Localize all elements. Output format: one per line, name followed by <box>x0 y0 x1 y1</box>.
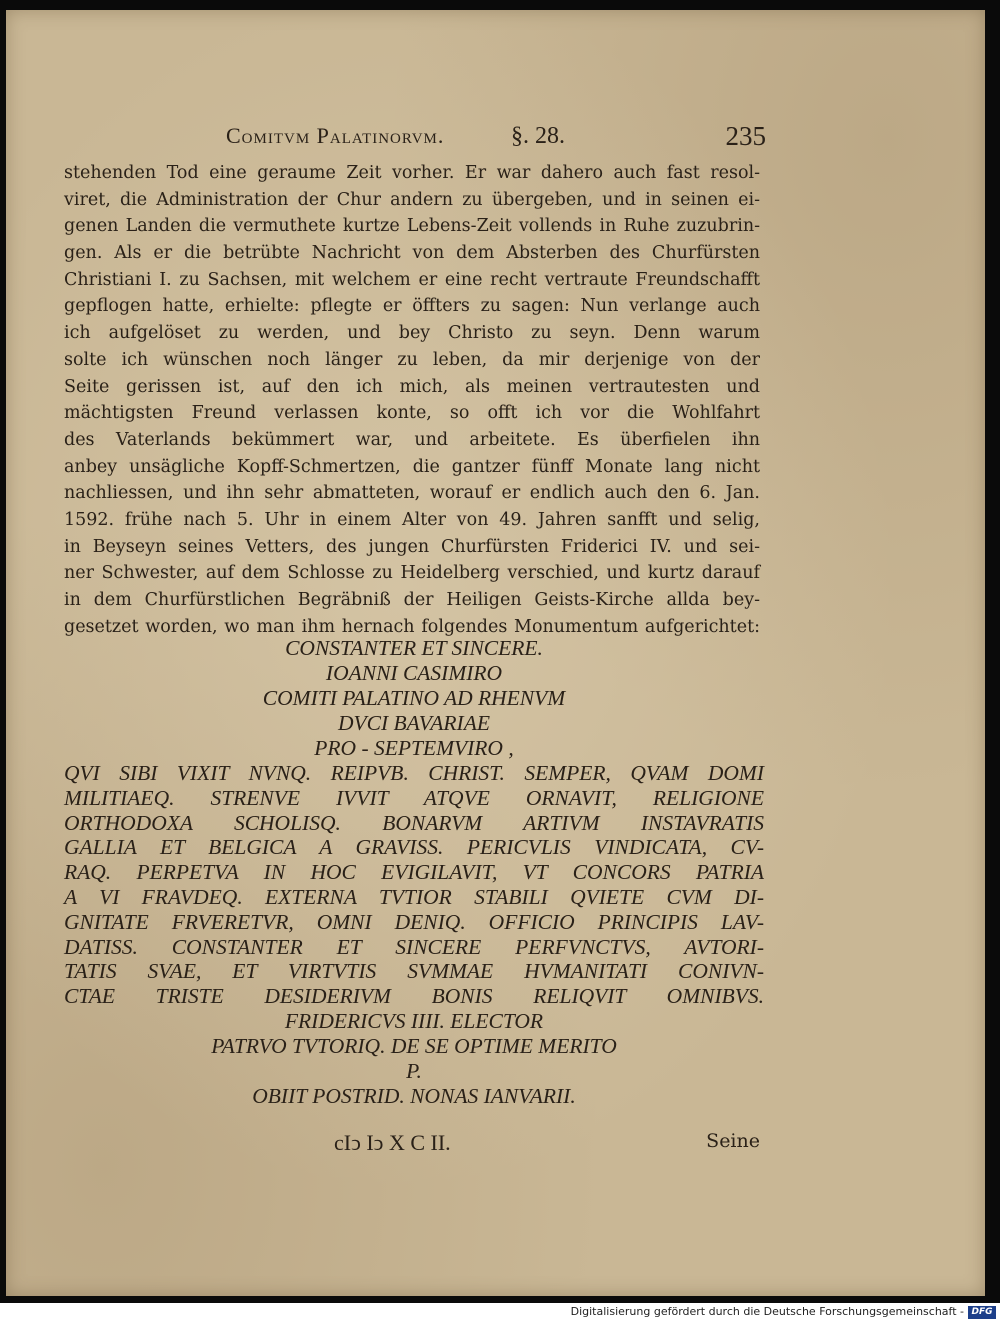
inscription-head-line: COMITI PALATINO AD RHENVM <box>262 686 566 710</box>
body-line: stehenden Tod eine geraume Zeit vorher. Er war dahero auch fast resol- <box>64 163 760 183</box>
footer-bar <box>0 1303 1000 1323</box>
page-number: 235 <box>725 121 766 151</box>
inscription-head-line: DVCI BAVARIAE <box>338 711 490 735</box>
inscription-body-line: GALLIA ET BELGICA A GRAVISS. PERICVLIS VINDICATA, CV- <box>64 835 764 860</box>
inscription-body-line: QVI SIBI VIXIT NVNQ. REIPVB. CHRIST. SEMPER, QVAM DOMI <box>64 761 764 785</box>
body-line: gesetzet worden, wo man ihm hernach folgendes Monumentum aufgerichtet: <box>64 616 760 637</box>
inscription-tail-line: PATRVO TVTORIQ. DE SE OPTIME MERITO <box>211 1033 617 1058</box>
date-row <box>64 1130 760 1160</box>
body-line: ner Schwester, auf dem Schlosse zu Heidelberg verschied, und kurtz darauf <box>64 563 760 584</box>
body-line: anbey unsägliche Kopff-Schmertzen, die gantzer fünff Monate lang nicht <box>64 456 760 477</box>
funding-credit: Digitalisierung gefördert durch die Deutsche Forschungsgemeinschaft - <box>570 1305 964 1318</box>
inscription-head-line: PRO - SEPTEMVIRO , <box>314 736 514 760</box>
body-line: mächtigsten Freund verlassen konte, so offt ich vor die Wohlfahrt <box>64 403 760 424</box>
dfg-logo-icon: DFG <box>968 1306 996 1319</box>
running-head <box>206 123 766 153</box>
inscription-body-line: DATISS. CONSTANTER ET SINCERE PERFVNCTVS, AVTORI- <box>64 934 764 959</box>
inscription-head-line: CONSTANTER ET SINCERE. <box>285 636 543 660</box>
body-line: genen Landen die vermuthete kurtze Lebens-Zeit vollends in Ruhe zuzubrin- <box>64 216 760 237</box>
inscription-body-line: RAQ. PERPETVA IN HOC EVIGILAVIT, VT CONCORS PATRIA <box>64 860 764 885</box>
body-line: 1592. frühe nach 5. Uhr in einem Alter von 49. Jahren sanfft und selig, <box>64 509 760 530</box>
inscription-body-line: CTAE TRISTE DESIDERIVM BONIS RELIQVIT OMNIBVS. <box>64 984 764 1009</box>
inscription-tail-line: FRIDERICVS IIII. ELECTOR <box>284 1008 544 1033</box>
body-line: in Beyseyn seines Vetters, des jungen Churfürsten Friderici IV. und sei- <box>64 536 760 557</box>
inscription-body-line: MILITIAEQ. STRENVE IVVIT ATQVE ORNAVIT, RELIGIONE <box>64 785 764 810</box>
running-head-title: Comitvm Palatinorvm. <box>226 123 445 148</box>
body-line: solte ich wünschen noch länger zu leben, da mir derjenige von der <box>64 349 760 370</box>
inscription-body-line: ORTHODOXA SCHOLISQ. BONARVM ARTIVM INSTAVRATIS <box>64 810 764 835</box>
roman-date: cIↄ Iↄ X C II. <box>334 1130 451 1155</box>
inscription-tail-line: P. <box>406 1058 422 1083</box>
body-line: viret, die Administration der Chur andern zu übergeben, und in seinen ei- <box>64 189 760 210</box>
inscription-body-line: TATIS SVAE, ET VIRTVTIS SVMMAE HVMANITATI CONIVN- <box>64 959 764 984</box>
body-line: Seite gerissen ist, auf den ich mich, als meinen vertrautesten und <box>64 376 760 397</box>
running-head-section: §. 28. <box>511 123 565 149</box>
catchword: Seine <box>706 1130 760 1152</box>
body-line: des Vaterlands bekümmert war, und arbeitete. Es überfielen ihn <box>64 429 760 450</box>
body-line: Christiani I. zu Sachsen, mit welchem er eine recht vertraute Freundschafft <box>64 269 760 290</box>
body-line: gen. Als er die betrübte Nachricht von dem Absterben des Churfürsten <box>64 243 760 264</box>
body-line: in dem Churfürstlichen Begräbniß der Heiligen Geists-Kirche allda bey- <box>64 590 760 610</box>
body-line: nachliessen, und ihn sehr abmatteten, worauf er endlich auch den 6. Jan. <box>64 483 760 504</box>
monument-inscription <box>64 636 764 1109</box>
inscription-body-line: A VI FRAVDEQ. EXTERNA TVTIOR STABILI QVIETE CVM DI- <box>64 884 764 909</box>
inscription-body-line: GNITATE FRVERETVR, OMNI DENIQ. OFFICIO PRINCIPIS LAV- <box>64 909 764 934</box>
book-page <box>6 10 985 1296</box>
body-line: ich aufgelöset zu werden, und bey Christo zu seyn. Denn warum <box>64 323 760 344</box>
body-text <box>64 160 760 640</box>
inscription-head-line: IOANNI CASIMIRO <box>325 661 503 685</box>
body-line: gepflogen hatte, erhielte: pflegte er öffters zu sagen: Nun verlange auch <box>64 296 760 317</box>
inscription-tail-line: OBIIT POSTRID. NONAS IANVARII. <box>252 1083 576 1108</box>
